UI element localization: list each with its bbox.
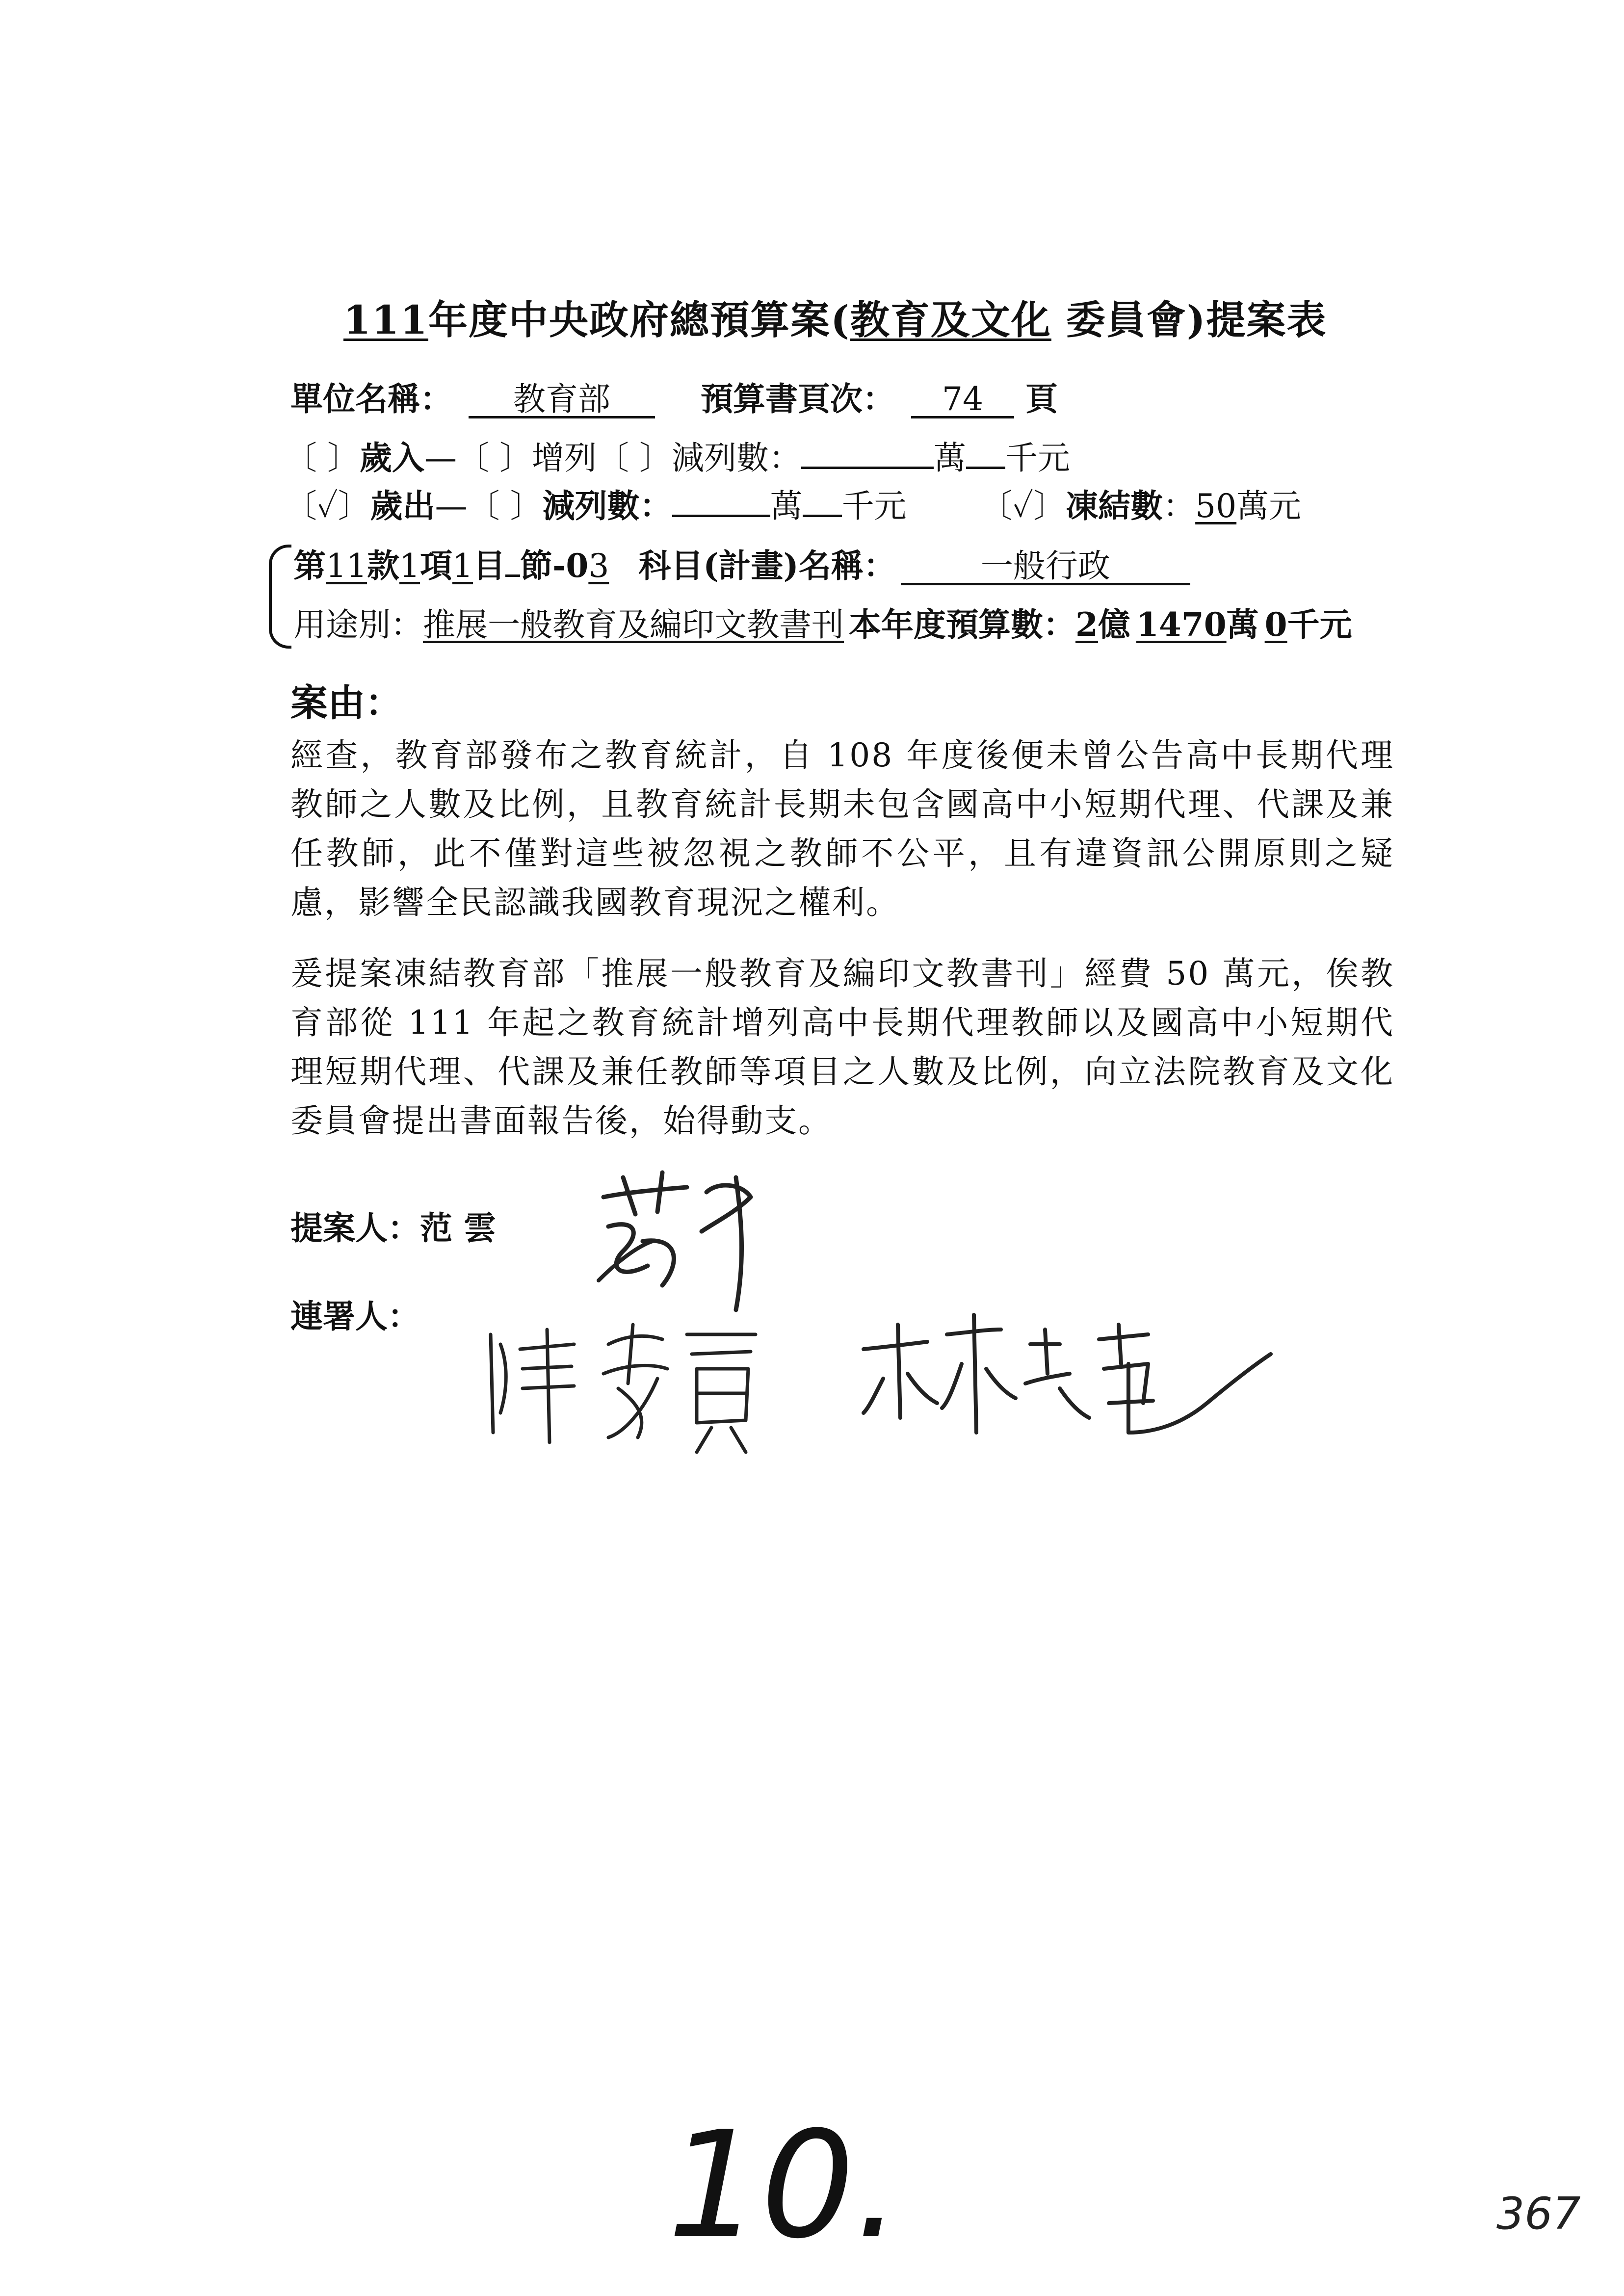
revenue-increase-label: 增列 bbox=[531, 439, 597, 477]
budget-page-unit: 頁 bbox=[1025, 380, 1058, 418]
expenditure-checkbox: 〔✓〕 bbox=[285, 487, 370, 525]
proposer-name: 范 雲 bbox=[420, 1209, 496, 1247]
budget-page-label: 預算書頁次： bbox=[700, 380, 895, 418]
usage-value: 推展一般教育及編印文教書刊 bbox=[423, 606, 844, 644]
budget-page-value: 74 bbox=[911, 382, 1014, 418]
title-part2: 委員會)提案表 bbox=[1051, 297, 1327, 343]
expenditure-wan-unit: 萬 bbox=[770, 487, 803, 525]
item-xiang-value: 1 bbox=[399, 547, 420, 585]
item-kuan-value: 11 bbox=[326, 547, 367, 585]
revenue-wan-blank bbox=[801, 467, 934, 469]
reason-heading: 案由： bbox=[290, 681, 402, 725]
revenue-wan-unit: 萬 bbox=[933, 439, 966, 477]
unit-label: 單位名稱： bbox=[290, 380, 452, 418]
revenue-dash: — bbox=[424, 439, 457, 477]
cosigner-signature-2 bbox=[854, 1305, 1276, 1462]
item-mu-value: 1 bbox=[452, 547, 473, 585]
expenditure-wan-blank bbox=[672, 515, 770, 517]
usage-label: 用途別： bbox=[293, 606, 423, 644]
item-di: 第 bbox=[293, 547, 326, 585]
budget-qian-value: 0 bbox=[1264, 605, 1287, 644]
budget-yi-unit: 億 bbox=[1098, 605, 1130, 644]
unit-value: 教育部 bbox=[469, 382, 655, 418]
item-jie-blank bbox=[505, 574, 520, 577]
title-committee: 教育及文化 bbox=[850, 297, 1051, 343]
revenue-box: 〔 〕 bbox=[285, 439, 360, 477]
revenue-qian-blank bbox=[966, 467, 1005, 469]
freeze-value: 50 bbox=[1195, 487, 1237, 525]
cosigner-signature-1 bbox=[481, 1315, 785, 1462]
budget-qian-unit: 千元 bbox=[1287, 605, 1352, 644]
item-bracket bbox=[269, 545, 291, 649]
budget-yi-value: 2 bbox=[1075, 605, 1098, 644]
title-year: 111 bbox=[343, 297, 428, 343]
item-mu: 目 bbox=[472, 547, 505, 585]
item-line bbox=[293, 540, 1190, 586]
handwritten-number: 10. bbox=[667, 2100, 902, 2271]
expenditure-qian-blank bbox=[803, 515, 842, 517]
reason-paragraph-2: 爰提案凍結教育部「推展一般教育及編印文教書刊」經費 50 萬元，俟教育部從 111 年起之教育統計增列高中長期代理教師以及國高中小短期代理短期代理、代課及兼任教師等項目之人數及比例，向立法院教育及文化委員會提出書面報告後，始得動支。 bbox=[290, 955, 1394, 1140]
item-kuan: 款 bbox=[367, 547, 399, 585]
revenue-increase-box: 〔 〕 bbox=[456, 439, 532, 477]
expenditure-label: 歲出 bbox=[370, 487, 435, 525]
title-part1: 年度中央政府總預算案( bbox=[428, 297, 850, 343]
expenditure-qian-unit: 千元 bbox=[841, 487, 907, 525]
subject-label: 科目(計畫)名稱： bbox=[638, 547, 896, 585]
item-jie: 節-0 bbox=[520, 547, 589, 585]
item-jie-value: 3 bbox=[588, 547, 609, 585]
proposer-line bbox=[290, 1202, 496, 1249]
unit-line bbox=[290, 373, 1058, 419]
expenditure-dash: — bbox=[435, 487, 468, 525]
reason-paragraph-1: 經查，教育部發布之教育統計，自 108 年度後便未曾公告高中長期代理教師之人數及比例，且教育統計長期未包含國高中小短期代理、代課及兼任教師，此不僅對這些被忽視之教師不公平，且有違資訊公開原則之疑慮，影響全民認識我國教育現況之權利。 bbox=[290, 736, 1394, 921]
freeze-checkbox: 〔✓〕 bbox=[980, 487, 1066, 525]
expenditure-decrease-label: 減列數： bbox=[542, 487, 672, 525]
revenue-label: 歲入 bbox=[359, 439, 424, 477]
proposer-label: 提案人： bbox=[290, 1209, 420, 1247]
expenditure-decrease-box: 〔 〕 bbox=[467, 487, 543, 525]
expenditure-line bbox=[285, 480, 1301, 526]
budget-wan-value: 1470 bbox=[1136, 605, 1227, 644]
page-number: 367 bbox=[1496, 2188, 1581, 2240]
subject-value: 一般行政 bbox=[901, 549, 1190, 585]
revenue-decrease-label: 減列數： bbox=[671, 439, 801, 477]
usage-line bbox=[293, 599, 1352, 645]
revenue-decrease-box: 〔 〕 bbox=[596, 439, 672, 477]
freeze-label: 凍結數 bbox=[1066, 487, 1163, 525]
proposer-signature bbox=[589, 1168, 775, 1325]
freeze-colon: ： bbox=[1163, 487, 1196, 525]
form-title bbox=[343, 288, 1327, 345]
freeze-unit: 萬元 bbox=[1236, 487, 1302, 525]
budget-amount-label: 本年度預算數： bbox=[849, 605, 1075, 644]
revenue-line bbox=[285, 432, 1070, 478]
budget-wan-unit: 萬 bbox=[1226, 605, 1259, 644]
cosigner-label: 連署人： bbox=[290, 1297, 420, 1335]
revenue-qian-unit: 千元 bbox=[1005, 439, 1070, 477]
item-xiang: 項 bbox=[419, 547, 452, 585]
